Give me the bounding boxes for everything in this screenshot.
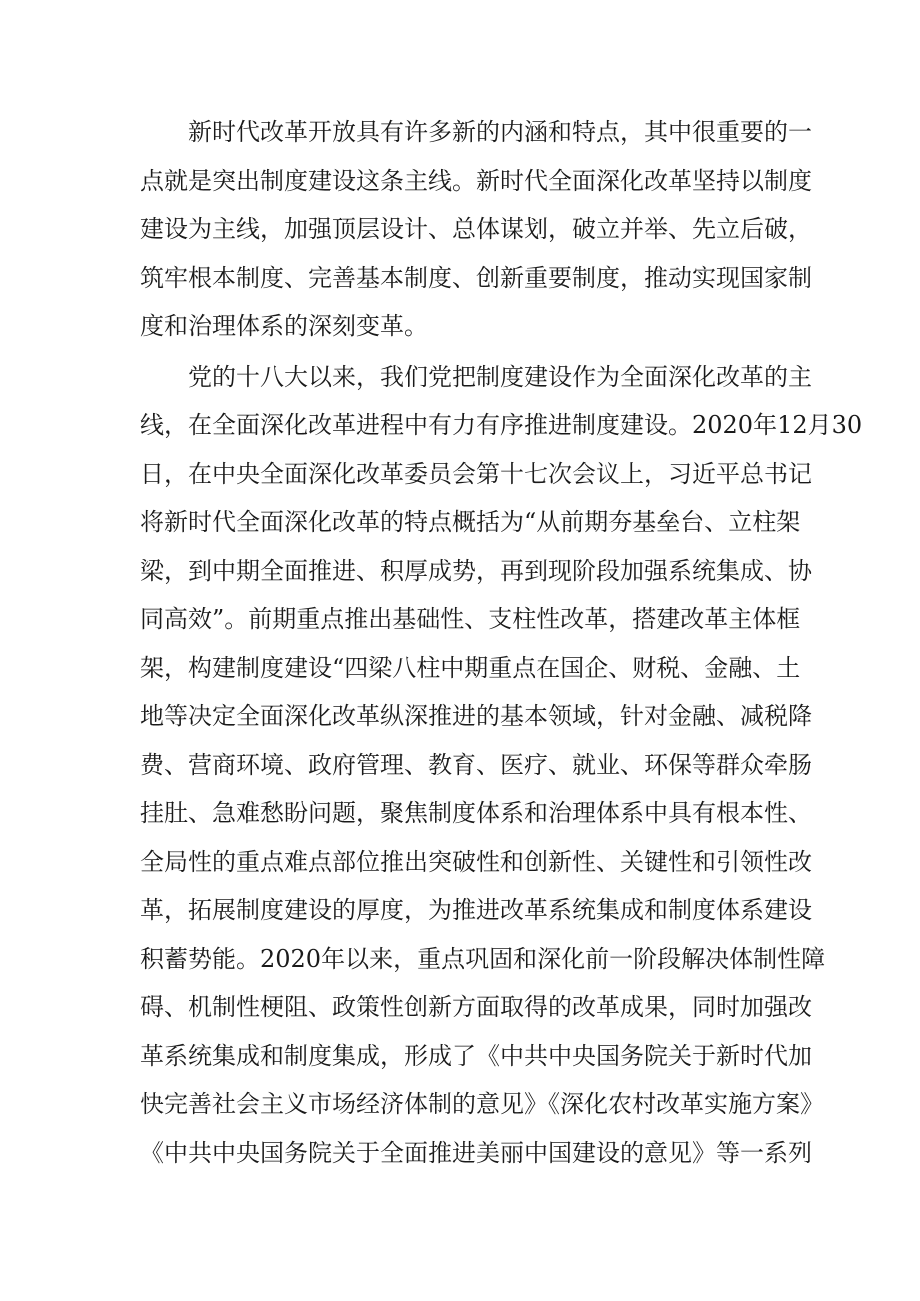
paragraph-line: 碍、机制性梗阻、政策性创新方面取得的改革成果，同时加强改 [140, 993, 812, 1021]
paragraph-line: 新时代改革开放具有许多新的内涵和特点，其中很重要的一 [188, 118, 812, 146]
paragraph-line: 地等决定全面深化改革纵深推进的基本领域，针对金融、减税降 [140, 702, 812, 730]
paragraph-line: 梁，到中期全面推进、积厚成势，再到现阶段加强系统集成、协 [140, 556, 812, 585]
paragraph-line: 费、营商环境、政府管理、教育、医疗、就业、环保等群众牵肠 [140, 750, 812, 779]
paragraph-line: 日，在中央全面深化改革委员会第十七次会议上，习近平总书记 [140, 459, 812, 488]
paragraph-line: 《中共中央国务院关于全面推进美丽中国建设的意见》等一系列 [140, 1138, 812, 1167]
document-body [140, 108, 863, 1177]
paragraph-line: 度和治理体系的深刻变革。 [140, 312, 428, 340]
paragraph-line: 革系统集成和制度集成，形成了《中共中央国务院关于新时代加 [140, 1041, 812, 1070]
paragraph-line: 筑牢根本制度、完善基本制度、创新重要制度，推动实现国家制 [140, 263, 812, 292]
paragraph-line: 革，拓展制度建设的厚度，为推进改革系统集成和制度体系建设 [140, 896, 812, 924]
paragraph-1 [140, 108, 812, 351]
paragraph-2 [140, 353, 863, 1178]
paragraph-line: 架，构建制度建设“四梁八柱中期重点在国企、财税、金融、土 [140, 653, 801, 682]
paragraph-line: 将新时代全面深化改革的特点概括为“从前期夯基垒台、立柱架 [140, 508, 801, 536]
paragraph-line: 同高效”。前期重点推出基础性、支柱性改革，搭建改革主体框 [140, 605, 801, 633]
paragraph-line: 快完善社会主义市场经济体制的意见》《深化农村改革实施方案》 [140, 1090, 824, 1118]
paragraph-line: 积蓄势能。2020年以来，重点巩固和深化前一阶段解决体制性障 [140, 944, 826, 973]
paragraph-line: 党的十八大以来，我们党把制度建设作为全面深化改革的主 [188, 362, 812, 391]
paragraph-line: 建设为主线，加强顶层设计、总体谋划，破立并举、先立后破， [140, 215, 812, 243]
paragraph-line: 线，在全面深化改革进程中有力有序推进制度建设。2020年12月30 [140, 411, 863, 439]
paragraph-line: 点就是突出制度建设这条主线。新时代全面深化改革坚持以制度 [140, 166, 812, 195]
paragraph-line: 全局性的重点难点部位推出突破性和创新性、关键性和引领性改 [140, 847, 812, 876]
paragraph-line: 挂肚、急难愁盼问题，聚焦制度体系和治理体系中具有根本性、 [140, 799, 812, 827]
